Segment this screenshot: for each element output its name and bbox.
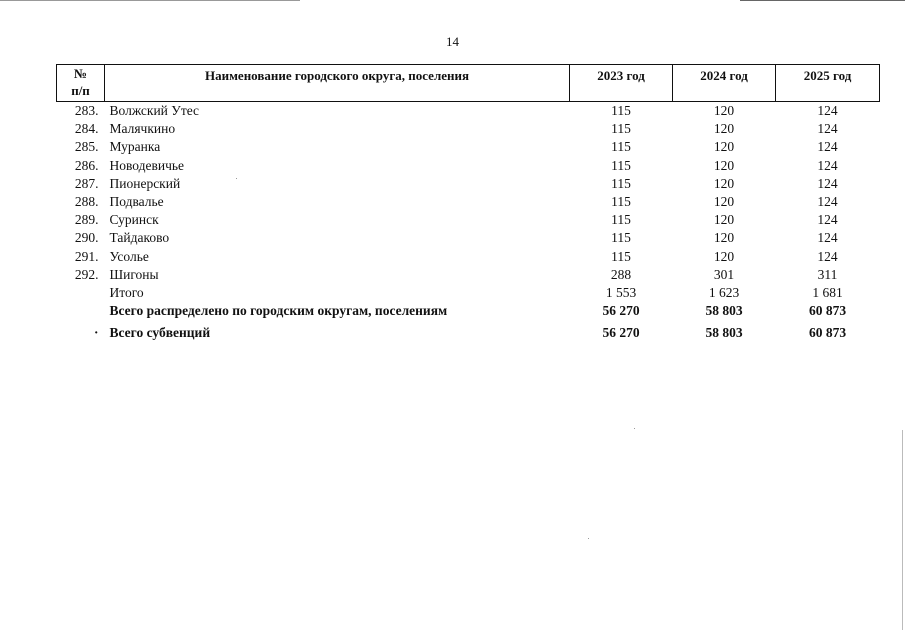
subtotal-label: Итого — [109, 284, 144, 300]
total-distributed-label: Всего распределено по городским округам, поселениям — [109, 303, 448, 319]
row-number: 290. — [74, 230, 99, 246]
subtotal-value-2024: 1 623 — [708, 284, 740, 300]
row-value-2025: 124 — [817, 157, 838, 173]
row-value-2023: 115 — [611, 175, 631, 191]
row-name: Шигоны — [109, 266, 159, 282]
row-value-2023: 115 — [611, 121, 631, 137]
scan-artifact-top-left — [0, 0, 300, 1]
header-num-line1: № — [73, 66, 88, 81]
row-value-2023: 115 — [611, 212, 631, 228]
header-name: Наименование городского округа, поселения — [105, 65, 570, 102]
table-row — [57, 120, 880, 138]
total-subventions-number: · — [93, 325, 99, 341]
row-name: Тайдаково — [109, 230, 170, 246]
total-subventions-row — [57, 324, 880, 342]
scan-artifact-top-right — [740, 0, 905, 1]
subventions-table — [56, 64, 880, 342]
row-name: Подвалье — [109, 194, 164, 210]
row-value-2023: 115 — [611, 230, 631, 246]
row-value-2025: 311 — [817, 266, 838, 282]
table-header-row — [57, 65, 880, 102]
subtotal-value-2023: 1 553 — [605, 284, 637, 300]
scan-edge-line — [902, 430, 903, 630]
row-name: Усолье — [109, 248, 149, 264]
subtotal-value-2025: 1 681 — [812, 284, 843, 300]
row-value-2024: 120 — [713, 175, 735, 191]
row-value-2024: 120 — [713, 230, 735, 246]
header-num-line2: п/п — [71, 83, 90, 98]
row-value-2025: 124 — [817, 248, 838, 264]
header-year-2023: 2023 год — [570, 65, 673, 102]
row-value-2024: 120 — [713, 212, 735, 228]
scan-speck — [634, 428, 635, 429]
row-number: 291. — [74, 248, 99, 264]
total-distributed-number — [57, 302, 105, 320]
row-name: Волжский Утес — [109, 103, 200, 119]
row-number: 292. — [74, 266, 99, 282]
row-value-2024: 120 — [713, 103, 735, 119]
row-number: 284. — [74, 121, 99, 137]
header-num — [57, 65, 105, 102]
row-value-2023: 115 — [611, 103, 631, 119]
row-value-2025: 124 — [817, 139, 838, 155]
row-value-2023: 288 — [610, 266, 632, 282]
row-value-2025: 124 — [817, 121, 838, 137]
row-value-2024: 120 — [713, 139, 735, 155]
row-value-2024: 301 — [713, 266, 735, 282]
row-name: Малячкино — [109, 121, 176, 137]
row-value-2024: 120 — [713, 194, 735, 210]
header-year-2025: 2025 год — [776, 65, 880, 102]
row-name: Муранка — [109, 139, 161, 155]
row-value-2025: 124 — [817, 103, 838, 119]
row-value-2023: 115 — [611, 139, 631, 155]
row-number: 283. — [74, 103, 99, 119]
row-number: 288. — [74, 194, 99, 210]
row-name: Суринск — [109, 212, 159, 228]
subtotal-number — [57, 284, 105, 302]
header-year-2024: 2024 год — [673, 65, 776, 102]
row-value-2024: 120 — [713, 248, 735, 264]
row-number: 289. — [74, 212, 99, 228]
page-number: 14 — [446, 34, 459, 49]
row-value-2024: 120 — [713, 121, 735, 137]
row-name: Новодевичье — [109, 157, 185, 173]
table-row — [57, 102, 880, 121]
total-subventions-label: Всего субвенций — [109, 325, 211, 341]
row-value-2025: 124 — [817, 194, 838, 210]
row-value-2025: 124 — [817, 230, 838, 246]
row-value-2025: 124 — [817, 175, 838, 191]
total-subventions-value-2024: 58 803 — [705, 325, 743, 341]
row-number: 286. — [74, 157, 99, 173]
scan-speck — [236, 178, 237, 179]
row-value-2023: 115 — [611, 248, 631, 264]
table-row — [57, 211, 880, 229]
total-distributed-value-2025: 60 873 — [808, 303, 847, 319]
table-row — [57, 157, 880, 175]
row-value-2023: 115 — [611, 194, 631, 210]
row-number: 285. — [74, 139, 99, 155]
table-row — [57, 175, 880, 193]
total-distributed-row — [57, 302, 880, 320]
scan-speck — [588, 538, 589, 539]
table-row — [57, 266, 880, 284]
subtotal-row — [57, 284, 880, 302]
table-row — [57, 229, 880, 247]
table-row — [57, 248, 880, 266]
row-value-2023: 115 — [611, 157, 631, 173]
total-subventions-value-2025: 60 873 — [808, 325, 847, 341]
row-number: 287. — [74, 175, 99, 191]
total-subventions-value-2023: 56 270 — [602, 325, 640, 341]
row-value-2025: 124 — [817, 212, 838, 228]
total-distributed-value-2023: 56 270 — [602, 303, 640, 319]
table-row — [57, 193, 880, 211]
table-row — [57, 138, 880, 156]
total-distributed-value-2024: 58 803 — [705, 303, 743, 319]
row-value-2024: 120 — [713, 157, 735, 173]
row-name: Пионерский — [109, 175, 181, 191]
